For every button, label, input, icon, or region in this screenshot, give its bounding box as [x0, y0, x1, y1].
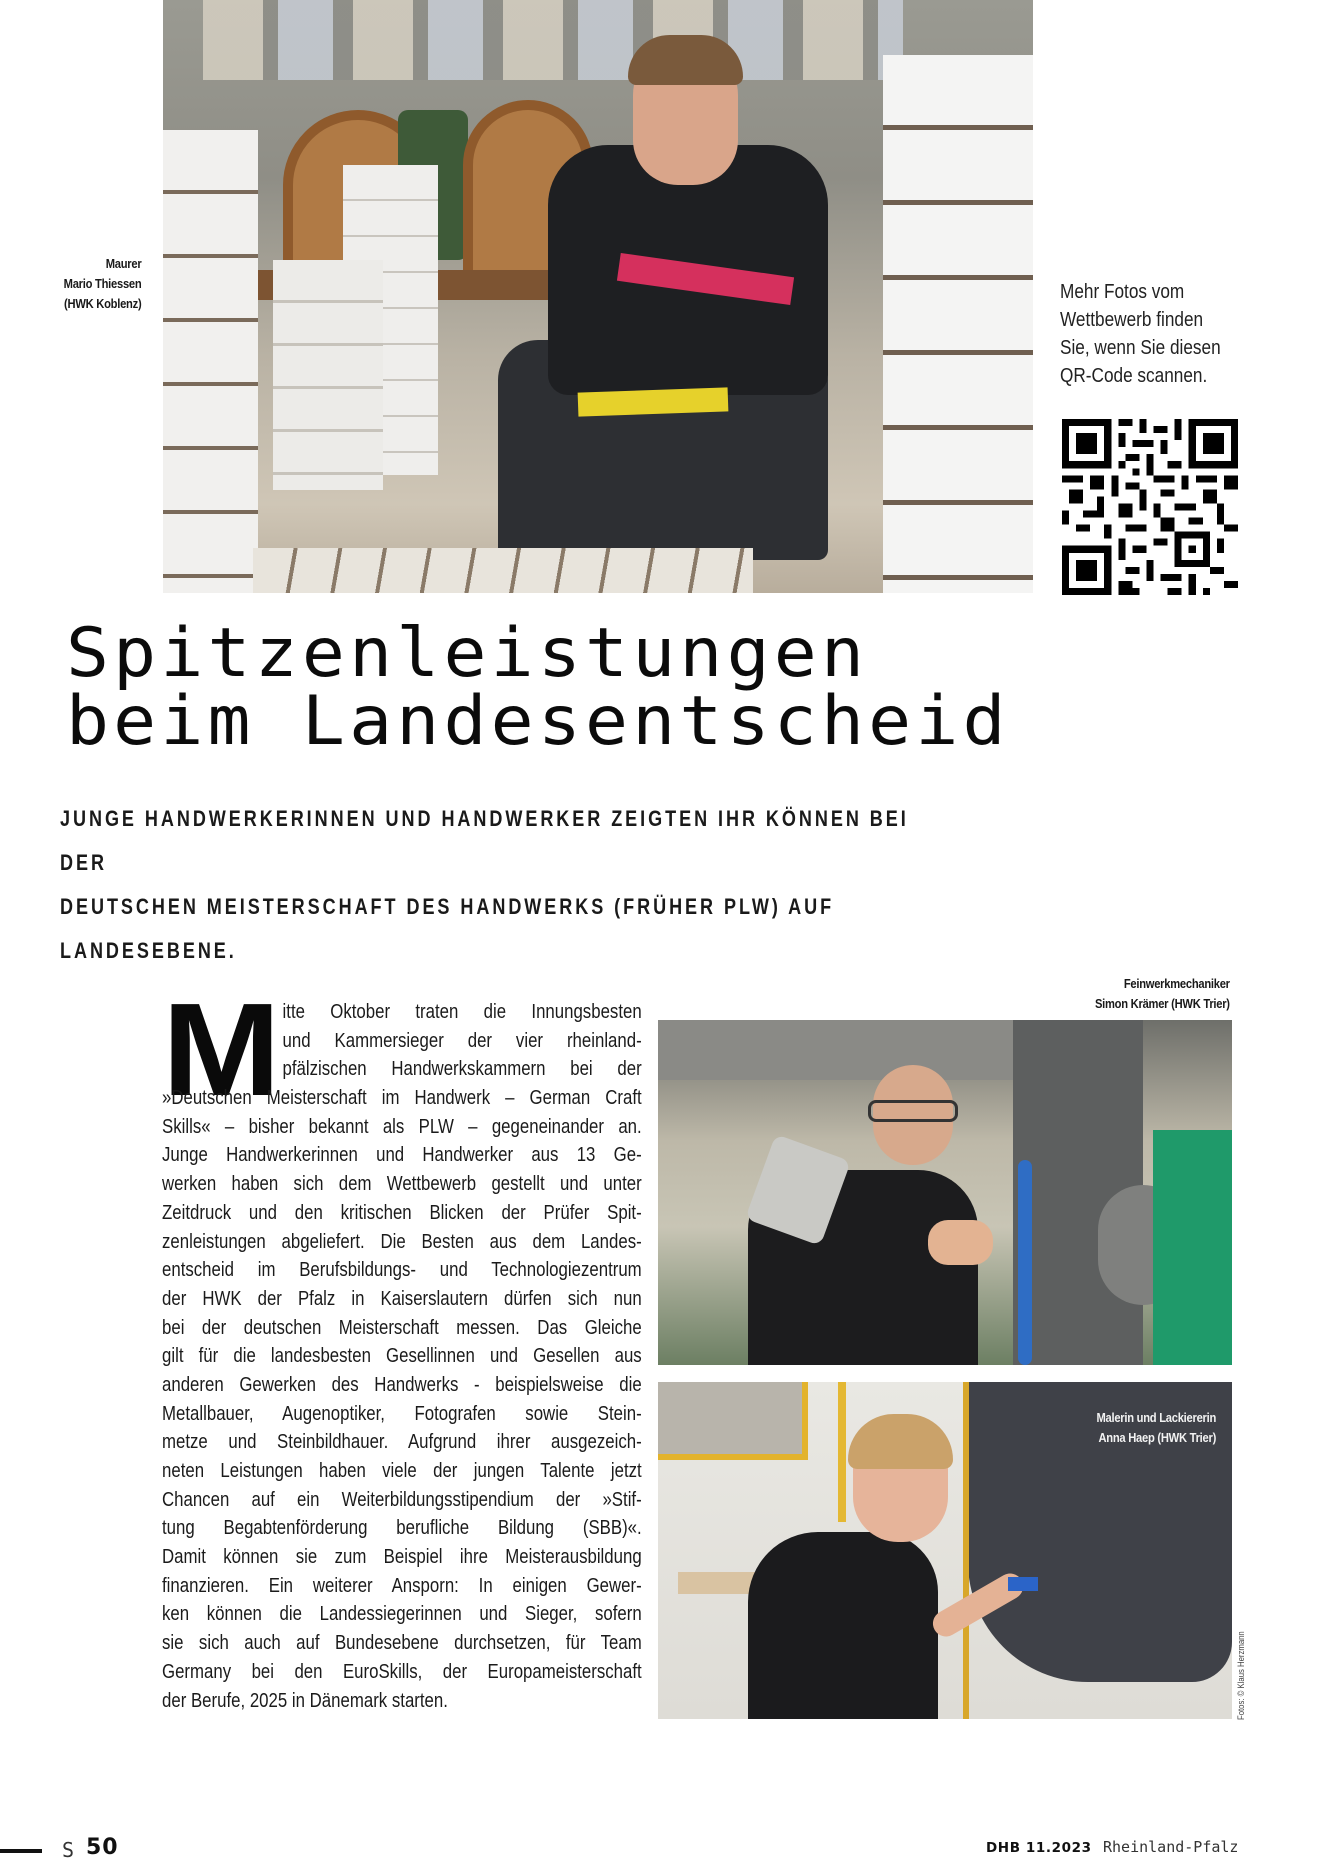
safety-glasses	[868, 1100, 958, 1122]
body-line: zenleistungen abgeliefert. Die Besten aus dem Landes-	[162, 1229, 642, 1253]
body-line: entscheid im Berufsbildungs- und Technologiezentrum	[162, 1258, 642, 1282]
photo-credit: Fotos: © Klaus Herzmann	[1236, 1631, 1246, 1720]
brick-wall-left	[163, 130, 258, 593]
caption-mechanic	[1095, 974, 1230, 1014]
footer-rule	[0, 1849, 42, 1853]
body-line: neten Leistungen haben viele der jungen Talente jetzt	[162, 1459, 642, 1482]
caption-painter	[1096, 1408, 1216, 1448]
article-body	[162, 976, 642, 1715]
body-line: Metallbauer, Augenoptiker, Fotografen sowie Stein-	[162, 1401, 642, 1425]
qr-code-icon[interactable]	[1062, 419, 1238, 595]
qr-hint-text	[1060, 278, 1266, 390]
page-title	[66, 614, 1116, 761]
brick-floor	[253, 548, 753, 593]
masking-tape-edge	[963, 1382, 969, 1719]
person-hands	[928, 1220, 993, 1265]
body-line: gilt für die landesbesten Gesellinnen und Gesellen aus	[162, 1344, 642, 1368]
photo-mason-mario-thiessen	[163, 0, 1033, 593]
caption-line: Maurer	[105, 256, 141, 271]
body-line: Chancen auf ein Weiterbildungsstipendium der »Stif-	[162, 1487, 642, 1511]
body-line: der HWK der Pfalz in Kaiserslautern dürfen sich nun	[162, 1286, 642, 1310]
caption-line: Feinwerkmechaniker	[1124, 976, 1230, 991]
qr-hint-line: Sie, wenn Sie diesen	[1060, 337, 1221, 359]
person-torso	[748, 1532, 938, 1719]
subheadline	[60, 797, 962, 973]
caption-line: Malerin und Lackiererin	[1096, 1410, 1216, 1425]
qr-hint-line: Mehr Fotos vom	[1060, 281, 1185, 303]
masking-tape	[838, 1382, 846, 1522]
caption-line: Anna Haep (HWK Trier)	[1098, 1430, 1216, 1445]
body-line: tung Begabtenförderung berufliche Bildung (SBB)«.	[162, 1516, 642, 1540]
body-line: »Deutschen Meisterschaft im Handwerk – German Craft	[162, 1086, 642, 1110]
paint-brush	[1008, 1577, 1038, 1591]
headline-line-2: beim Landesentscheid	[66, 682, 1010, 761]
body-line: finanzieren. Ein weiterer Ansporn: In einigen Gewer-	[162, 1573, 642, 1597]
person-hair	[848, 1414, 953, 1469]
issue-label: DHB 11.2023	[986, 1840, 1092, 1856]
drop-cap: M	[162, 976, 281, 1123]
subheadline-line-2: DEUTSCHEN MEISTERSCHAFT DES HANDWERKS (FRÜHER PLW) AUF LANDESEBENE.	[60, 894, 835, 963]
body-line: und Kammersieger der vier rheinland-	[282, 1028, 642, 1052]
brick-wall-right	[883, 55, 1033, 593]
caption-line: (HWK Koblenz)	[63, 296, 141, 311]
person-hair	[628, 35, 743, 85]
body-line: itte Oktober traten die Innungsbesten	[282, 1000, 642, 1023]
body-line: bei der deutschen Meisterschaft messen. Das Gleiche	[162, 1315, 642, 1339]
body-line: der Berufe, 2025 in Dänemark starten.	[162, 1688, 448, 1712]
body-line: pfälzischen Handwerkskammern bei der	[282, 1057, 642, 1081]
page-number: 50	[86, 1835, 119, 1860]
body-line: Zeitdruck und den kritischen Blicken der Prüfer Spit-	[162, 1200, 642, 1224]
body-line: anderen Gewerken des Handwerks - beispielsweise die	[162, 1372, 642, 1396]
green-machine-panel	[1153, 1130, 1232, 1365]
body-line: Junge Handwerkerinnen und Handwerker aus 13 Ge-	[162, 1143, 642, 1167]
caption-line: Simon Krämer (HWK Trier)	[1095, 996, 1230, 1011]
body-line: ken können die Landessiegerinnen und Sieger, sofern	[162, 1602, 642, 1626]
caption-line: Mario Thiessen	[63, 276, 141, 291]
body-line: Germany bei den EuroSkills, der Europameisterschaft	[162, 1659, 642, 1683]
qr-hint-line: Wettbewerb finden	[1060, 309, 1204, 331]
caption-mason	[63, 254, 141, 314]
workshop-posters	[203, 0, 903, 80]
subheadline-line-1: JUNGE HANDWERKERINNEN UND HANDWERKER ZEIGTEN IHR KÖNNEN BEI DER	[60, 806, 909, 875]
body-text	[162, 976, 642, 1715]
brick-stack	[273, 260, 383, 490]
headline-line-1: Spitzenleistungen	[66, 614, 869, 693]
body-line: sie sich auch auf Bundesebene durchsetzen, für Team	[162, 1631, 642, 1655]
region-label: Rheinland-Pfalz	[1103, 1838, 1239, 1856]
window	[658, 1382, 808, 1460]
page-prefix: S	[62, 1838, 75, 1862]
qr-hint-line: QR-Code scannen.	[1060, 365, 1208, 387]
body-line: metze und Steinbildhauer. Aufgrund ihrer ausgezeich-	[162, 1430, 642, 1454]
coolant-hose	[1018, 1160, 1032, 1365]
body-line: werken haben sich dem Wettbewerb gestellt und unter	[162, 1172, 642, 1196]
body-line: Skills« – bisher bekannt als PLW – gegeneinander an.	[162, 1114, 642, 1138]
photo-mechanic-simon-kraemer	[658, 1020, 1232, 1365]
body-line: Damit können sie zum Beispiel ihre Meisterausbildung	[162, 1545, 642, 1569]
workshop-ceiling	[658, 1020, 1018, 1080]
